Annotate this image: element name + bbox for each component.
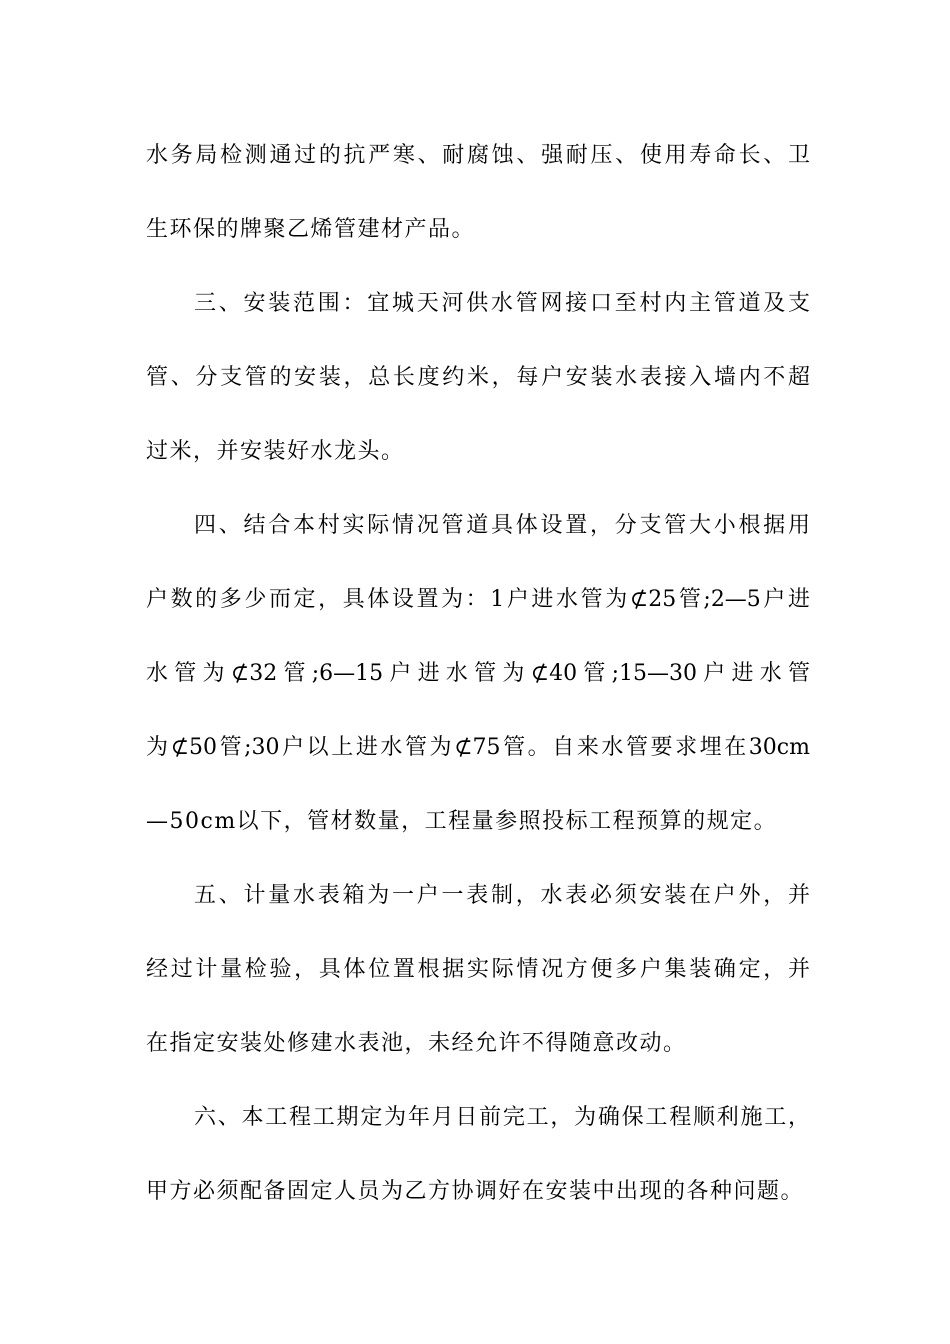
text-line: 在指定安装处修建水表池，未经允许不得随意改动。 <box>146 1031 687 1056</box>
text-line: 管、分支管的安装，总长度约米，每户安装水表接入墙内不超 <box>146 365 810 390</box>
paragraph-start-line: 四、结合本村实际情况管道具体设置，分支管大小根据用 <box>194 513 810 538</box>
text-line: 户数的多少而定，具体设置为：1户进水管为⊄25管;2—5户进 <box>146 587 810 612</box>
text-line: 水务局检测通过的抗严寒、耐腐蚀、强耐压、使用寿命长、卫 <box>146 143 810 168</box>
text-line: —50cm以下，管材数量，工程量参照投标工程预算的规定。 <box>146 809 778 834</box>
text-line: 甲方必须配备固定人员为乙方协调好在安装中出现的各种问题。 <box>146 1179 805 1204</box>
text-line: 水管为⊄32管;6—15户进水管为⊄40管;15—30户进水管 <box>146 661 810 686</box>
paragraph-start-line: 六、本工程工期定为年月日前完工，为确保工程顺利施工， <box>194 1105 810 1130</box>
paragraph-start-line: 三、安装范围：宜城天河供水管网接口至村内主管道及支 <box>194 291 810 316</box>
text-line: 经过计量检验，具体位置根据实际情况方便多户集装确定，并 <box>146 957 810 982</box>
paragraph-start-line: 五、计量水表箱为一户一表制，水表必须安装在户外，并 <box>194 883 810 908</box>
text-line: 为⊄50管;30户以上进水管为⊄75管。自来水管要求埋在30cm <box>146 735 810 760</box>
text-line: 生环保的牌聚乙烯管建材产品。 <box>146 217 476 242</box>
text-line: 过米，并安装好水龙头。 <box>146 439 405 464</box>
